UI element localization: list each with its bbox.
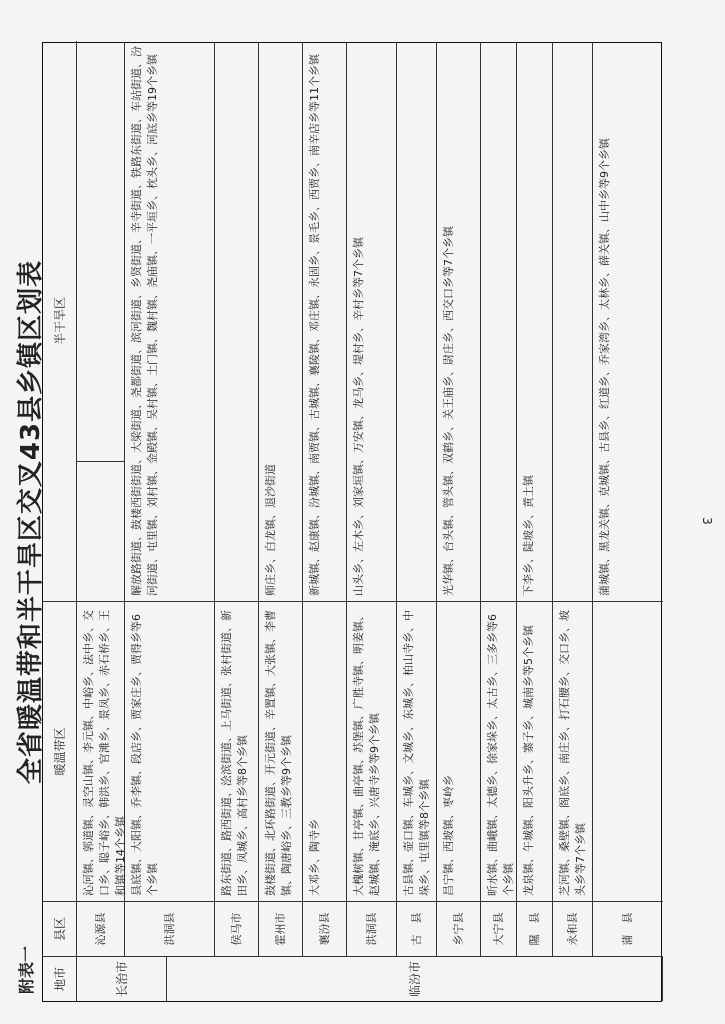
county-cell: 洪洞县 <box>125 901 214 956</box>
table-row <box>437 43 481 956</box>
rotated-document <box>0 32 700 1012</box>
table-row <box>303 43 347 956</box>
semi-arid-cell: 解放路街道、鼓楼西街街道、大梁街道、尧都街道、滨河街道、乡贤街道、辛寺街道、铁路东街道、车站街道、汾河街道、屯里镇、刘村镇、金殿镇、吴村镇、土门镇、魏村镇、尧庙镇、一平垣乡、枕头乡、河底乡等19个乡镇 <box>130 46 159 596</box>
table-row <box>517 43 553 956</box>
semi-arid-cell: 师庄乡、白龙镇、退沙街道 <box>264 464 277 596</box>
semi-arid-cell <box>397 41 436 601</box>
semi-arid-cell-extra <box>77 41 124 461</box>
table-row <box>125 43 215 956</box>
county-cell: 霍州市 <box>259 901 302 956</box>
page-number: 3 <box>699 517 714 525</box>
header-warm-zone: 暖温带区 <box>43 601 77 901</box>
table-row <box>77 43 125 956</box>
header-city: 地市 <box>43 956 77 1001</box>
warm-zone-cell: 鼓楼街道、北环路街道、开元街道、辛置镇、大张镇、李曹镇、陶唐峪乡、三教乡等9个乡镇 <box>259 601 302 901</box>
warm-zone-cell: 古县镇、壶口镇、车城乡、文城乡、东城乡、柏山寺乡、中垛乡、屯里镇等8个乡镇 <box>397 601 436 901</box>
warm-zone-cell: 大槐树镇、甘亭镇、曲亭镇、苏堡镇、广胜寺镇、明姜镇、赵城镇、淹底乡、兴唐寺乡等9个乡镇 <box>347 601 396 901</box>
county-cell: 蒲 县 <box>593 901 663 956</box>
warm-zone-cell: 大邓乡、陶寺乡 <box>303 601 346 901</box>
semi-arid-cell <box>77 461 124 601</box>
city-cell: 临汾市 <box>167 956 663 1001</box>
county-cell: 洪洞县 <box>347 901 396 956</box>
warm-zone-cell: 县底镇、大阳镇、乔李镇、段店乡、贾家庄乡、贾得乡等6个乡镇 <box>125 601 214 901</box>
table-row <box>397 43 437 956</box>
table-row <box>215 43 259 956</box>
table-row <box>593 43 663 956</box>
warm-zone-cell: 龙泉镇、午城镇、阳头升乡、寨子乡、城南乡等5个乡镇 <box>517 601 552 901</box>
table-row <box>259 43 303 956</box>
city-cell: 长治市 <box>77 956 167 1001</box>
warm-zone-cell: 昕水镇、曲峨镇、太德乡、徐家垛乡、太古乡、三多乡等6个乡镇 <box>481 601 516 901</box>
semi-arid-cell: 下李乡、陡坡乡、黄土镇 <box>522 475 535 596</box>
header-semi-arid-zone: 半干旱区 <box>43 41 77 601</box>
semi-arid-cell: 山头乡、左木乡、刘家垣镇、万安镇、龙马乡、堤村乡、辛村乡等7个乡镇 <box>352 237 365 596</box>
header-county: 县区 <box>43 901 77 956</box>
county-cell: 隰 县 <box>517 901 552 956</box>
county-cell: 古 县 <box>397 901 436 956</box>
semi-arid-cell: 新城镇、赵康镇、汾城镇、南贾镇、古城镇、襄陵镇、邓庄镇、永固乡、景毛乡、西贾乡、南辛店乡等11个乡镇 <box>308 54 321 596</box>
semi-arid-cell <box>215 41 258 601</box>
county-cell: 沁源县 <box>77 901 124 956</box>
warm-zone-cell: 昌宁镇、西坡镇、枣岭乡 <box>437 601 480 901</box>
semi-arid-cell: 光华镇、台头镇、管头镇、双鹤乡、关王庙乡、尉庄乡、西交口乡等7个乡镇 <box>442 226 455 596</box>
county-cell: 大宁县 <box>481 901 516 956</box>
table-row <box>481 43 517 956</box>
semi-arid-cell: 蒲城镇、黑龙关镇、克城镇、古县乡、红道乡、乔家湾乡、太林乡、薛关镇、山中乡等9个乡镇 <box>598 138 611 596</box>
appendix-label: 附表一 <box>17 945 36 994</box>
semi-arid-cell <box>481 41 516 601</box>
county-cell: 永和县 <box>553 901 592 956</box>
warm-zone-cell: 芝河镇、桑壁镇、阁底乡、南庄乡、打石腰乡、交口乡、坡头乡等7个乡镇 <box>553 601 592 901</box>
warm-zone-cell: 路东街道、路西街道、浍滨街道、上马街道、张村街道、新田乡、凤城乡、高村乡等8个乡镇 <box>215 601 258 901</box>
semi-arid-cell <box>553 41 592 601</box>
county-cell: 侯马市 <box>215 901 258 956</box>
table-row <box>347 43 397 956</box>
page-title: 全省暖温带和半干旱区交叉43县乡镇区划表 <box>16 259 46 785</box>
warm-zone-cell <box>593 601 663 901</box>
zoning-table <box>42 42 662 1002</box>
warm-zone-cell: 沁河镇、郭道镇、灵空山镇、李元镇、中峪乡、法中乡、交口乡、聪子峪乡、韩洪乡、官滩乡、景凤乡、赤石桥乡、王和镇等14个乡镇 <box>77 601 124 901</box>
table-row <box>553 43 593 956</box>
county-cell: 乡宁县 <box>437 901 480 956</box>
county-cell: 襄汾县 <box>303 901 346 956</box>
